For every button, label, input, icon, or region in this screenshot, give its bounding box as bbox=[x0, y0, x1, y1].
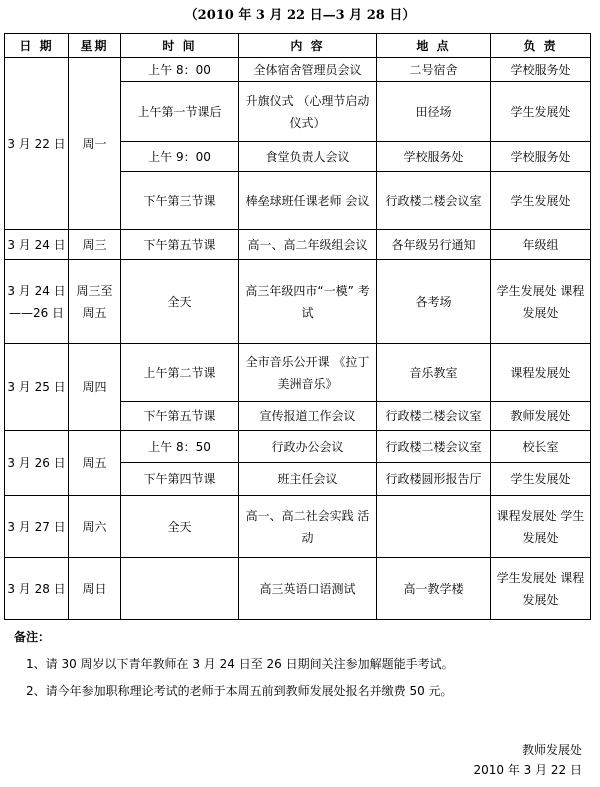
date-cell: 3 月 24 日 ——26 日 bbox=[5, 260, 69, 344]
weekday-cell: 周一 bbox=[69, 58, 121, 230]
place-cell: 二号宿舍 bbox=[377, 58, 491, 82]
date-cell: 3 月 22 日 bbox=[5, 58, 69, 230]
time-cell: 下午第五节课 bbox=[121, 402, 239, 431]
weekday-cell: 周日 bbox=[69, 558, 121, 620]
content-cell: 高三英语口语测试 bbox=[239, 558, 377, 620]
weekday-cell: 周六 bbox=[69, 496, 121, 558]
place-cell bbox=[377, 496, 491, 558]
content-cell: 食堂负责人会议 bbox=[239, 142, 377, 172]
owner-cell: 学生发展处 bbox=[491, 172, 591, 230]
place-cell: 高一教学楼 bbox=[377, 558, 491, 620]
owner-cell: 学校服务处 bbox=[491, 58, 591, 82]
owner-cell: 年级组 bbox=[491, 230, 591, 260]
place-cell: 音乐教室 bbox=[377, 344, 491, 402]
schedule-title: （2010 年 3 月 22 日—3 月 28 日） bbox=[184, 8, 416, 23]
weekday-cell: 周三至 周五 bbox=[69, 260, 121, 344]
owner-cell: 课程发展处 学生发展处 bbox=[491, 496, 591, 558]
owner-cell: 学生发展处 bbox=[491, 82, 591, 142]
content-cell: 高一、高二年级组会议 bbox=[239, 230, 377, 260]
time-cell: 下午第三节课 bbox=[121, 172, 239, 230]
owner-cell: 课程发展处 bbox=[491, 344, 591, 402]
time-cell: 上午第二节课 bbox=[121, 344, 239, 402]
table-header-row bbox=[5, 34, 591, 58]
time-cell: 下午第四节课 bbox=[121, 463, 239, 496]
signature-org: 教师发展处 bbox=[521, 743, 582, 757]
notes-section bbox=[14, 628, 594, 709]
header-owner: 负 责 bbox=[491, 34, 591, 58]
time-cell: 全天 bbox=[121, 260, 239, 344]
time-cell: 上午第一节课后 bbox=[121, 82, 239, 142]
place-cell: 行政楼二楼会议室 bbox=[377, 431, 491, 463]
header-time: 时 间 bbox=[121, 34, 239, 58]
date-cell: 3 月 28 日 bbox=[5, 558, 69, 620]
header-place: 地 点 bbox=[377, 34, 491, 58]
place-cell: 行政楼圆形报告厅 bbox=[377, 463, 491, 496]
time-cell: 下午第五节课 bbox=[121, 230, 239, 260]
time-cell: 全天 bbox=[121, 496, 239, 558]
content-cell: 行政办公会议 bbox=[239, 431, 377, 463]
table-row bbox=[5, 558, 591, 620]
header-weekday: 星期 bbox=[69, 34, 121, 58]
table-row bbox=[5, 431, 591, 463]
content-cell: 班主任会议 bbox=[239, 463, 377, 496]
note-item: 2、请今年参加职称理论考试的老师于本周五前到教师发展处报名并缴费 50 元。 bbox=[26, 684, 453, 698]
time-cell: 上午 8：50 bbox=[121, 431, 239, 463]
signature-block bbox=[473, 740, 582, 780]
content-cell: 全市音乐公开课 《拉丁美洲音乐》 bbox=[239, 344, 377, 402]
owner-cell: 学生发展处 课程发展处 bbox=[491, 558, 591, 620]
table-row bbox=[5, 344, 591, 402]
notes-title: 备注： bbox=[14, 630, 51, 644]
signature-date: 2010 年 3 月 22 日 bbox=[473, 763, 582, 777]
time-cell bbox=[121, 558, 239, 620]
table-row bbox=[5, 260, 591, 344]
table-row bbox=[5, 58, 591, 82]
time-cell: 上午 9：00 bbox=[121, 142, 239, 172]
content-cell: 全体宿舍管理员会议 bbox=[239, 58, 377, 82]
date-cell: 3 月 24 日 bbox=[5, 230, 69, 260]
owner-cell: 校长室 bbox=[491, 431, 591, 463]
header-content: 内 容 bbox=[239, 34, 377, 58]
place-cell: 学校服务处 bbox=[377, 142, 491, 172]
place-cell: 田径场 bbox=[377, 82, 491, 142]
weekday-cell: 周四 bbox=[69, 344, 121, 431]
weekly-schedule-table bbox=[4, 33, 591, 620]
table-row bbox=[5, 496, 591, 558]
owner-cell: 教师发展处 bbox=[491, 402, 591, 431]
weekday-cell: 周五 bbox=[69, 431, 121, 496]
owner-cell: 学生发展处 bbox=[491, 463, 591, 496]
owner-cell: 学生发展处 课程发展处 bbox=[491, 260, 591, 344]
content-cell: 棒垒球班任课老师 会议 bbox=[239, 172, 377, 230]
note-item: 1、请 30 周岁以下青年教师在 3 月 24 日至 26 日期间关注参加解题能手考试。 bbox=[26, 657, 454, 671]
weekday-cell: 周三 bbox=[69, 230, 121, 260]
content-cell: 高三年级四市“一模” 考试 bbox=[239, 260, 377, 344]
place-cell: 行政楼二楼会议室 bbox=[377, 172, 491, 230]
table-row bbox=[5, 230, 591, 260]
owner-cell: 学校服务处 bbox=[491, 142, 591, 172]
header-date: 日 期 bbox=[5, 34, 69, 58]
content-cell: 高一、高二社会实践 活动 bbox=[239, 496, 377, 558]
date-cell: 3 月 27 日 bbox=[5, 496, 69, 558]
place-cell: 行政楼二楼会议室 bbox=[377, 402, 491, 431]
date-cell: 3 月 25 日 bbox=[5, 344, 69, 431]
date-cell: 3 月 26 日 bbox=[5, 431, 69, 496]
place-cell: 各年级另行通知 bbox=[377, 230, 491, 260]
time-cell: 上午 8：00 bbox=[121, 58, 239, 82]
content-cell: 升旗仪式 （心理节启动仪式） bbox=[239, 82, 377, 142]
content-cell: 宣传报道工作会议 bbox=[239, 402, 377, 431]
place-cell: 各考场 bbox=[377, 260, 491, 344]
